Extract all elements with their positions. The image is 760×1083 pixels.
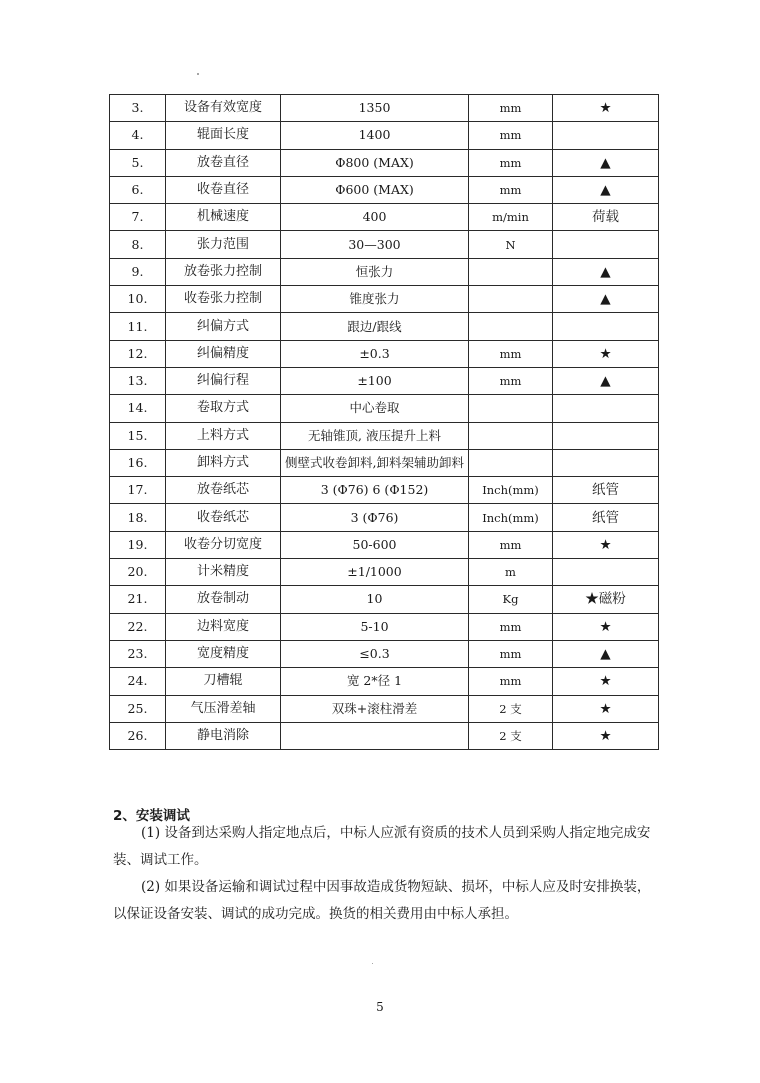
cell-unit — [469, 313, 553, 340]
paragraph-1: (1) 设备到达采购人指定地点后，中标人应派有资质的技术人员到采购人指定地完成安装、调试工作。 — [113, 825, 651, 868]
cell-unit: mm — [469, 122, 553, 149]
table-row — [110, 559, 659, 586]
cell-name: 放卷纸芯 — [166, 477, 281, 504]
cell-no: 19. — [110, 531, 166, 558]
cell-unit: mm — [469, 640, 553, 667]
table-row — [110, 340, 659, 367]
cell-note: ★磁粉 — [553, 586, 659, 613]
cell-note: ★ — [553, 722, 659, 749]
cell-name: 纠偏方式 — [166, 313, 281, 340]
cell-name: 卸料方式 — [166, 449, 281, 476]
cell-no: 3. — [110, 95, 166, 122]
cell-no: 12. — [110, 340, 166, 367]
cell-value: Φ600 (MAX) — [281, 176, 469, 203]
cell-note: ▲ — [553, 640, 659, 667]
table-row — [110, 477, 659, 504]
table-row — [110, 395, 659, 422]
cell-unit: mm — [469, 95, 553, 122]
cell-note: ▲ — [553, 286, 659, 313]
cell-no: 23. — [110, 640, 166, 667]
table-row — [110, 313, 659, 340]
cell-value: 跟边/跟线 — [281, 313, 469, 340]
cell-unit: Inch(mm) — [469, 477, 553, 504]
cell-unit: mm — [469, 668, 553, 695]
cell-name: 边料宽度 — [166, 613, 281, 640]
table-row — [110, 258, 659, 285]
cell-note — [553, 313, 659, 340]
cell-unit: mm — [469, 176, 553, 203]
cell-no: 22. — [110, 613, 166, 640]
cell-name: 刀槽辊 — [166, 668, 281, 695]
cell-no: 14. — [110, 395, 166, 422]
cell-note — [553, 449, 659, 476]
cell-value: ±1/1000 — [281, 559, 469, 586]
cell-name: 静电消除 — [166, 722, 281, 749]
cell-name: 设备有效宽度 — [166, 95, 281, 122]
cell-note: ▲ — [553, 176, 659, 203]
table-row — [110, 231, 659, 258]
cell-value: Φ800 (MAX) — [281, 149, 469, 176]
cell-no: 6. — [110, 176, 166, 203]
cell-name: 放卷制动 — [166, 586, 281, 613]
table-row — [110, 504, 659, 531]
cell-no: 11. — [110, 313, 166, 340]
cell-note: ★ — [553, 95, 659, 122]
cell-no: 18. — [110, 504, 166, 531]
cell-unit — [469, 449, 553, 476]
cell-unit: N — [469, 231, 553, 258]
cell-note — [553, 422, 659, 449]
cell-value: 10 — [281, 586, 469, 613]
table-row — [110, 668, 659, 695]
page-number: 5 — [376, 1000, 384, 1014]
section-title: 2、安装调试 — [113, 808, 190, 824]
cell-no: 24. — [110, 668, 166, 695]
cell-unit: Kg — [469, 586, 553, 613]
table-row — [110, 531, 659, 558]
cell-name: 计米精度 — [166, 559, 281, 586]
cell-name: 卷取方式 — [166, 395, 281, 422]
cell-value: 5-10 — [281, 613, 469, 640]
cell-unit — [469, 395, 553, 422]
cell-name: 上料方式 — [166, 422, 281, 449]
cell-value — [281, 722, 469, 749]
cell-note: ★ — [553, 668, 659, 695]
cell-name: 放卷直径 — [166, 149, 281, 176]
cell-note — [553, 559, 659, 586]
cell-value: 30—300 — [281, 231, 469, 258]
cell-unit: m/min — [469, 204, 553, 231]
cell-note — [553, 122, 659, 149]
table-row — [110, 449, 659, 476]
cell-name: 宽度精度 — [166, 640, 281, 667]
cell-value: 3 (Φ76) 6 (Φ152) — [281, 477, 469, 504]
cell-no: 17. — [110, 477, 166, 504]
cell-unit — [469, 258, 553, 285]
cell-no: 9. — [110, 258, 166, 285]
cell-no: 5. — [110, 149, 166, 176]
cell-no: 15. — [110, 422, 166, 449]
table-row — [110, 695, 659, 722]
cell-unit: m — [469, 559, 553, 586]
scan-speck — [197, 73, 199, 75]
cell-no: 16. — [110, 449, 166, 476]
cell-unit: Inch(mm) — [469, 504, 553, 531]
table-row — [110, 204, 659, 231]
cell-value: ±0.3 — [281, 340, 469, 367]
cell-name: 纠偏行程 — [166, 367, 281, 394]
cell-no: 10. — [110, 286, 166, 313]
cell-note: 纸管 — [553, 477, 659, 504]
cell-name: 机械速度 — [166, 204, 281, 231]
cell-value: 中心卷取 — [281, 395, 469, 422]
scan-speck — [372, 963, 373, 964]
cell-note — [553, 231, 659, 258]
cell-note: ▲ — [553, 367, 659, 394]
cell-value: 无轴锥顶, 液压提升上料 — [281, 422, 469, 449]
spec-table-body — [110, 95, 659, 750]
cell-value: ±100 — [281, 367, 469, 394]
cell-name: 收卷纸芯 — [166, 504, 281, 531]
table-row — [110, 122, 659, 149]
cell-value: 侧壁式收卷卸料,卸料架辅助卸料 — [281, 449, 469, 476]
cell-value: 1400 — [281, 122, 469, 149]
cell-note: 纸管 — [553, 504, 659, 531]
cell-name: 收卷张力控制 — [166, 286, 281, 313]
table-row — [110, 586, 659, 613]
cell-name: 收卷直径 — [166, 176, 281, 203]
cell-unit — [469, 422, 553, 449]
cell-no: 26. — [110, 722, 166, 749]
cell-name: 辊面长度 — [166, 122, 281, 149]
cell-note: ▲ — [553, 149, 659, 176]
cell-no: 25. — [110, 695, 166, 722]
cell-name: 张力范围 — [166, 231, 281, 258]
cell-note: ▲ — [553, 258, 659, 285]
cell-no: 7. — [110, 204, 166, 231]
cell-value: 恒张力 — [281, 258, 469, 285]
cell-value: 锥度张力 — [281, 286, 469, 313]
cell-note: ★ — [553, 531, 659, 558]
cell-no: 20. — [110, 559, 166, 586]
cell-no: 21. — [110, 586, 166, 613]
cell-note: ★ — [553, 695, 659, 722]
cell-value: 400 — [281, 204, 469, 231]
cell-name: 收卷分切宽度 — [166, 531, 281, 558]
table-row — [110, 95, 659, 122]
cell-name: 放卷张力控制 — [166, 258, 281, 285]
cell-note: ★ — [553, 613, 659, 640]
cell-value: 宽 2*径 1 — [281, 668, 469, 695]
paragraph-2: (2) 如果设备运输和调试过程中因事故造成货物短缺、损坏，中标人应及时安排换装，以保证设备安装、调试的成功完成。换货的相关费用由中标人承担。 — [113, 879, 651, 922]
cell-unit: mm — [469, 340, 553, 367]
cell-note: 荷载 — [553, 204, 659, 231]
cell-no: 13. — [110, 367, 166, 394]
cell-name: 气压滑差轴 — [166, 695, 281, 722]
cell-value: 双珠+滚柱滑差 — [281, 695, 469, 722]
table-row — [110, 640, 659, 667]
cell-note — [553, 395, 659, 422]
table-row — [110, 176, 659, 203]
spec-table — [109, 94, 659, 750]
cell-unit — [469, 286, 553, 313]
cell-unit: 2 支 — [469, 722, 553, 749]
cell-name: 纠偏精度 — [166, 340, 281, 367]
table-row — [110, 722, 659, 749]
table-row — [110, 422, 659, 449]
cell-unit: mm — [469, 613, 553, 640]
table-row — [110, 149, 659, 176]
cell-value: 50-600 — [281, 531, 469, 558]
cell-unit: mm — [469, 367, 553, 394]
cell-unit: mm — [469, 149, 553, 176]
table-row — [110, 367, 659, 394]
cell-unit: mm — [469, 531, 553, 558]
cell-unit: 2 支 — [469, 695, 553, 722]
table-row — [110, 613, 659, 640]
cell-no: 4. — [110, 122, 166, 149]
cell-value: 1350 — [281, 95, 469, 122]
cell-note: ★ — [553, 340, 659, 367]
cell-value: ≤0.3 — [281, 640, 469, 667]
cell-value: 3 (Φ76) — [281, 504, 469, 531]
cell-no: 8. — [110, 231, 166, 258]
table-row — [110, 286, 659, 313]
